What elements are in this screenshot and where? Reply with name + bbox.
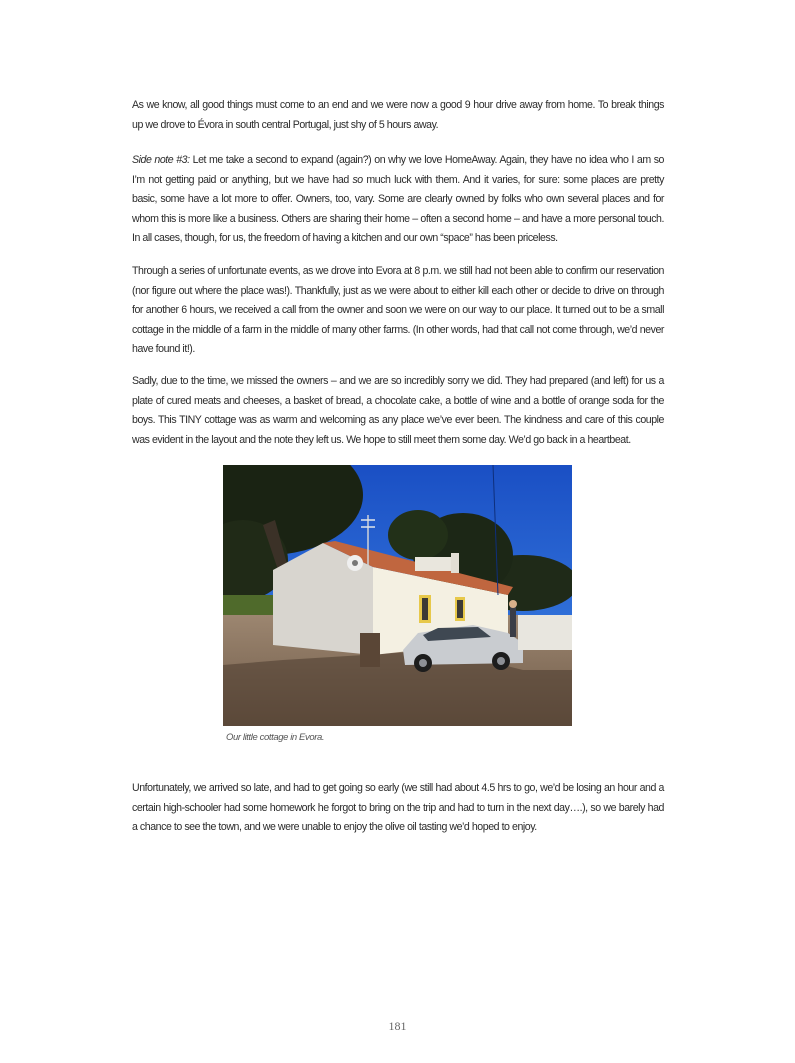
- page-number: 181: [388, 1019, 407, 1033]
- paragraph-evora-drive: [132, 96, 664, 135]
- paragraph-text: Unfortunately, we arrived so late, and had to get going so early (we still had about 4.5 hrs to go, we’d be losing an hour and a certain high-schooler had some homework he forgot to bring on the trip and had to turn in the next day….), so we barely had a chance to see the town, and we were unable to enjoy the olive oil tasting we’d hoped to enjoy.: [132, 782, 664, 833]
- emphasis-text: so: [352, 173, 363, 186]
- paragraph-text: As we know, all good things must come to an end and we were now a good 9 hour drive away from home. To break things up we drove to Évora in south central Portugal, just shy of 5 hours away.: [132, 99, 664, 131]
- paragraph-text: much luck with them. And it varies, for sure: some places are pretty basic, some have a lot more to offer. Owners, too, vary. Some are clearly owned by folks who own several places and for whom this is more like a business. Others are sharing their home – often a second home – and have a more personal touch. In all cases, though, for us, the freedom of having a kitchen and our own “space” has been priceless.: [132, 173, 664, 244]
- cottage-photo: [223, 465, 572, 726]
- paragraph-text: Sadly, due to the time, we missed the owners – and we are so incredibly sorry we did. They had prepared (and left) for us a plate of cured meats and cheeses, a basket of bread, a chocolate cake, a bottle of wine and a bottle of orange soda for the boys. This TINY cottage was as warm and welcoming as any place we’ve ever been. The kindness and care of this couple was evident in the layout and the note they left us. We hope to still meet them some day. We’d go back in a heartbeat.: [132, 375, 664, 446]
- paragraph-side-note: [132, 151, 664, 249]
- paragraph-missed-owners: [132, 372, 664, 450]
- side-note-label: Side note #3:: [132, 154, 190, 166]
- photo-caption: Our little cottage in Evora.: [226, 732, 325, 743]
- paragraph-text: Through a series of unfortunate events, as we drove into Evora at 8 p.m. we still had not been able to confirm our reservation (nor figure out where the place was!). Thankfully, just as we were about to either kill each other or decide to drive on through for another 6 hours, we received a call from the owner and soon we were on our way to our place. It turned out to be a small cottage in the middle of a farm in the middle of many other farms. (In other words, had that call not come through, we’d never have found it!).: [132, 265, 664, 355]
- paragraph-unfortunate-events: [132, 262, 664, 360]
- paragraph-arrived-late: [132, 779, 664, 838]
- paragraph-text: Let me take a second to expand (again?) on why we love HomeAway. Again, they have no idea who I am so I’m not getting paid or anything, but we have had: [132, 154, 664, 186]
